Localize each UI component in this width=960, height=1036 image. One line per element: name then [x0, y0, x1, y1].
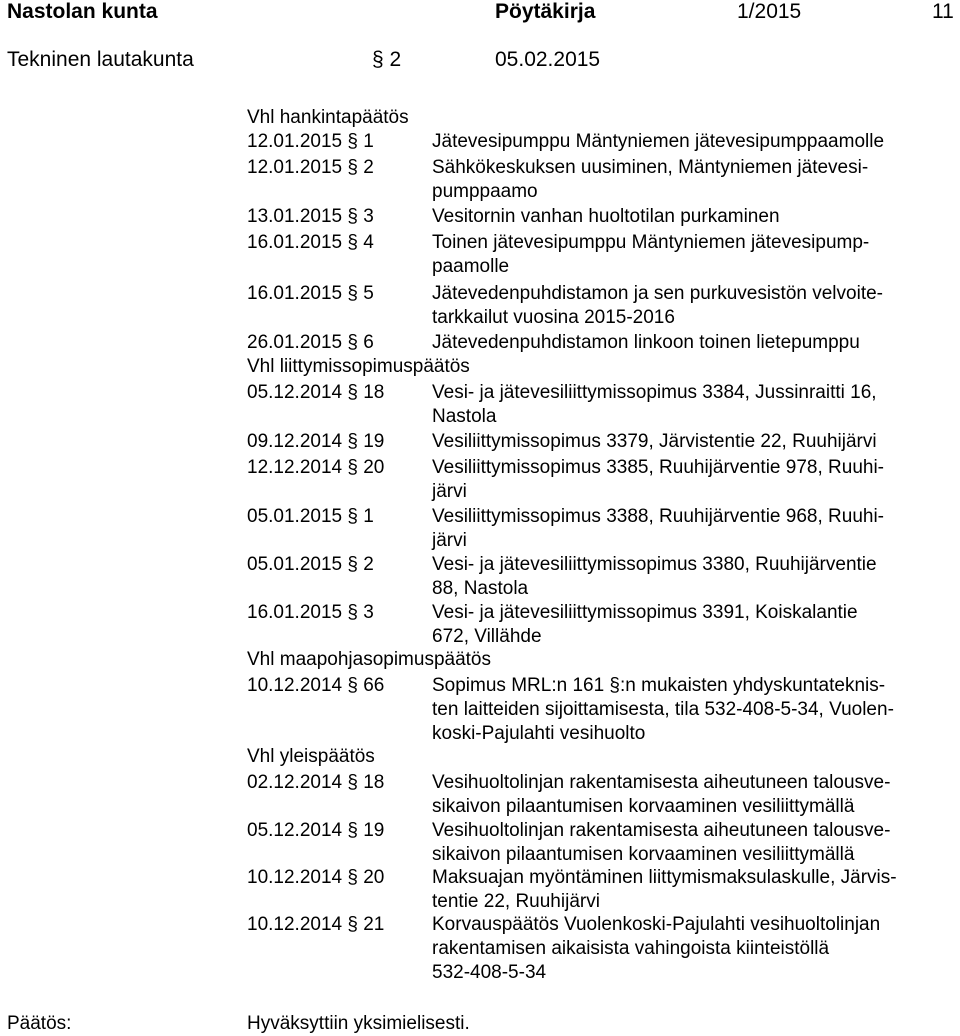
decision-text: Jätevedenpuhdistamon ja sen purkuvesistön velvoite- tarkkailut vuosina 2015-2016 — [432, 283, 883, 328]
decision-ref: 05.01.2015 § 2 — [247, 554, 374, 575]
decision-ref: 05.01.2015 § 1 — [247, 506, 374, 527]
section-title: Vhl liittymissopimuspäätös — [247, 356, 470, 377]
decision-ref: 10.12.2014 § 21 — [247, 914, 385, 935]
decision-ref: 09.12.2014 § 19 — [247, 431, 385, 452]
decision-text: Vesihuoltolinjan rakentamisesta aiheutuneen talousve- sikaivon pilaantumisen korvaaminen vesiliittymällä — [432, 772, 891, 817]
section-title: Vhl yleispäätös — [247, 746, 375, 767]
section-title: Vhl maapohjasopimuspäätös — [247, 649, 491, 670]
municipality-name: Nastolan kunta — [7, 0, 158, 23]
decision-text: Jätevedenpuhdistamon linkoon toinen lietepumppu — [432, 332, 860, 353]
decision-text: Vesihuoltolinjan rakentamisesta aiheutuneen talousve- sikaivon pilaantumisen korvaaminen vesiliittymällä — [432, 820, 891, 865]
decision-ref: 12.01.2015 § 1 — [247, 131, 374, 152]
document-number: 1/2015 — [737, 0, 802, 23]
decision-text: Korvauspäätös Vuolenkoski-Pajulahti vesihuoltolinjan rakentamisen aikaisista vahingoista kiinteistöllä 532-408-5-34 — [432, 914, 881, 983]
decision-label: Päätös: — [7, 1013, 72, 1034]
decision-text: Maksuajan myöntäminen liittymismaksulaskulle, Järvis- tentie 22, Ruuhijärvi — [432, 867, 897, 912]
decision-text: Sopimus MRL:n 161 §:n mukaisten yhdyskuntateknis- ten laitteiden sijoittamisesta, tila 532-408-5-34, Vuolen- koski-Pajulahti vesihuolto — [432, 675, 894, 744]
decision-ref: 05.12.2014 § 19 — [247, 820, 385, 841]
decision-text: Vesi- ja jätevesiliittymissopimus 3380, Ruuhijärventie 88, Nastola — [432, 554, 877, 599]
decision-ref: 12.01.2015 § 2 — [247, 157, 374, 178]
decision-text: Sähkökeskuksen uusiminen, Mäntyniemen jätevesi- pumppaamo — [432, 157, 869, 202]
decision-ref: 02.12.2014 § 18 — [247, 772, 385, 793]
decision-text: Vesi- ja jätevesiliittymissopimus 3384, Jussinraitti 16, Nastola — [432, 382, 877, 427]
decision-text: Toinen jätevesipumppu Mäntyniemen jätevesipump- paamolle — [432, 232, 870, 277]
decision-ref: 10.12.2014 § 66 — [247, 675, 385, 696]
decision-ref: 16.01.2015 § 3 — [247, 602, 374, 623]
meeting-date: 05.02.2015 — [495, 48, 601, 71]
decision-ref: 13.01.2015 § 3 — [247, 206, 374, 227]
decision-ref: 16.01.2015 § 4 — [247, 232, 374, 253]
document-type: Pöytäkirja — [495, 0, 596, 23]
decision-text: Jätevesipumppu Mäntyniemen jätevesipumppaamolle — [432, 131, 885, 152]
decision-ref: 12.12.2014 § 20 — [247, 457, 385, 478]
decision-ref: 16.01.2015 § 5 — [247, 283, 374, 304]
decision-ref: 26.01.2015 § 6 — [247, 332, 374, 353]
section-title: Vhl hankintapäätös — [247, 107, 409, 128]
decision-ref: 10.12.2014 § 20 — [247, 867, 385, 888]
decision-text: Vesiliittymissopimus 3379, Järvistentie 22, Ruuhijärvi — [432, 431, 877, 452]
section-number: § 2 — [372, 48, 402, 71]
decision-text: Hyväksyttiin yksimielisesti. — [247, 1013, 470, 1034]
committee-name: Tekninen lautakunta — [7, 48, 194, 71]
decision-text: Vesiliittymissopimus 3388, Ruuhijärventie 968, Ruuhi- järvi — [432, 506, 885, 551]
decision-text: Vesiliittymissopimus 3385, Ruuhijärventie 978, Ruuhi- järvi — [432, 457, 885, 502]
decision-text: Vesitornin vanhan huoltotilan purkaminen — [432, 206, 780, 227]
decision-text: Vesi- ja jätevesiliittymissopimus 3391, Koiskalantie 672, Villähde — [432, 602, 858, 647]
page-number: 11 — [932, 0, 954, 23]
decision-ref: 05.12.2014 § 18 — [247, 382, 385, 403]
